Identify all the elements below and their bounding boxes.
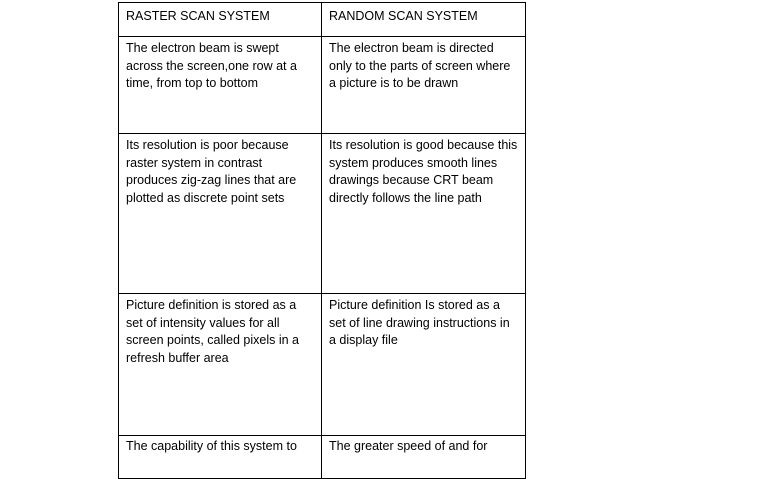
random-resolution-text: Its resolution is good because this system produces smooth lines drawings because CRT beam directly follows the line path <box>329 138 518 205</box>
raster-cut-off-text: The capability of this system to <box>126 439 297 453</box>
table-row <box>119 436 526 479</box>
raster-beam-text: The electron beam is swept across the screen,one row at a time, from top to bottom <box>126 41 297 90</box>
random-cut-off-cell <box>322 436 526 479</box>
random-beam-cell <box>322 37 526 134</box>
random-picture-definition-text: Picture definition Is stored as a set of line drawing instructions in a display file <box>329 298 510 347</box>
table-row <box>119 134 526 294</box>
raster-resolution-cell <box>119 134 322 294</box>
raster-beam-cell <box>119 37 322 134</box>
raster-cut-off-cell <box>119 436 322 479</box>
table-row <box>119 37 526 134</box>
random-picture-definition-cell <box>322 294 526 436</box>
raster-resolution-text: Its resolution is poor because raster system in contrast produces zig-zag lines that are plotted as discrete point sets <box>126 138 297 205</box>
header-raster-scan: RASTER SCAN SYSTEM <box>119 3 322 37</box>
header-random-scan: RANDOM SCAN SYSTEM <box>322 3 526 37</box>
raster-picture-definition-cell <box>119 294 322 436</box>
random-resolution-cell <box>322 134 526 294</box>
table-row <box>119 294 526 436</box>
table-header-row <box>119 3 526 37</box>
raster-picture-definition-text: Picture definition is stored as a set of intensity values for all screen points, called pixels in a refresh buffer area <box>126 298 300 365</box>
comparison-table <box>118 2 526 479</box>
random-cut-off-text: The greater speed of and for <box>329 439 488 453</box>
random-beam-text: The electron beam is directed only to the parts of screen where a picture is to be drawn <box>329 41 511 90</box>
